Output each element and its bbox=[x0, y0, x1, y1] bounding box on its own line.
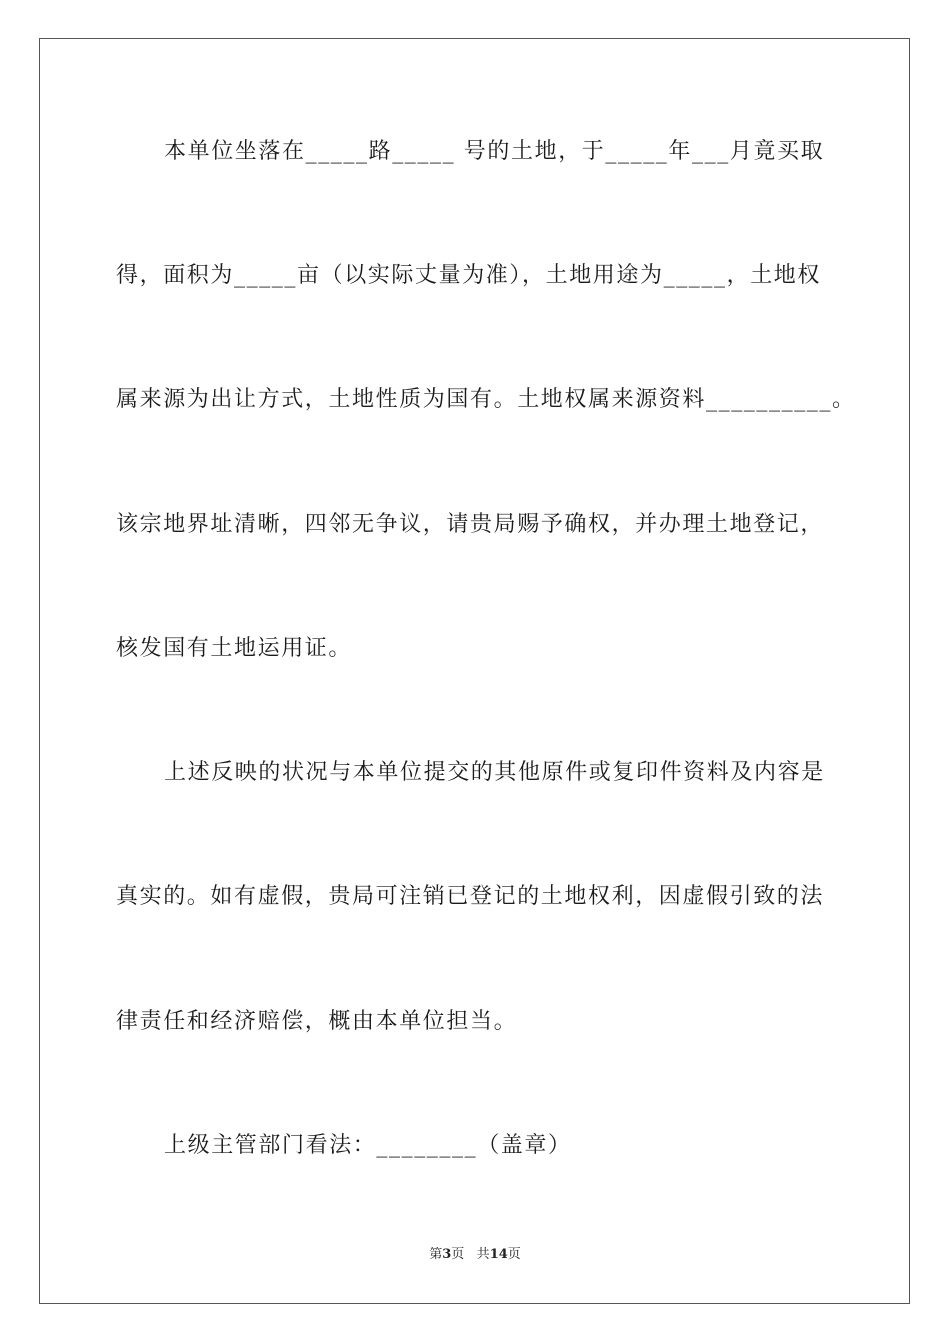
paragraph-1-line-4: 该宗地界址清晰，四邻无争议，请贵局赐予确权，并办理土地登记， bbox=[116, 512, 825, 537]
page-footer bbox=[0, 1246, 950, 1264]
paragraph-2-line-2: 真实的。如有虚假，贵局可注销已登记的土地权利，因虚假引致的法 bbox=[116, 884, 825, 909]
paragraph-1-line-3: 属来源为出让方式，土地性质为国有。土地权属来源资料__________。 bbox=[116, 387, 856, 412]
paragraph-1-line-2: 得，面积为_____亩（以实际丈量为准），土地用途为_____，土地权 bbox=[116, 263, 822, 288]
total-prefix: 共 bbox=[476, 1247, 490, 1262]
total-pages: 14 bbox=[489, 1247, 508, 1262]
page-prefix: 第 bbox=[429, 1247, 443, 1262]
paragraph-2-line-3: 律责任和经济赔偿，概由本单位担当。 bbox=[116, 1009, 518, 1034]
page-suffix: 页 bbox=[451, 1247, 465, 1262]
paragraph-2-line-1: 上述反映的状况与本单位提交的其他原件或复印件资料及内容是 bbox=[164, 760, 825, 785]
paragraph-1-line-1: 本单位坐落在_____路_____ 号的土地，于_____年___月竟买取 bbox=[164, 139, 825, 164]
page-frame bbox=[39, 38, 910, 1304]
paragraph-1-line-5: 核发国有土地运用证。 bbox=[116, 636, 353, 661]
supervisor-opinion-line: 上级主管部门看法：________（盖章） bbox=[164, 1133, 572, 1158]
page-number: 3 bbox=[442, 1247, 452, 1262]
total-suffix: 页 bbox=[507, 1247, 521, 1262]
